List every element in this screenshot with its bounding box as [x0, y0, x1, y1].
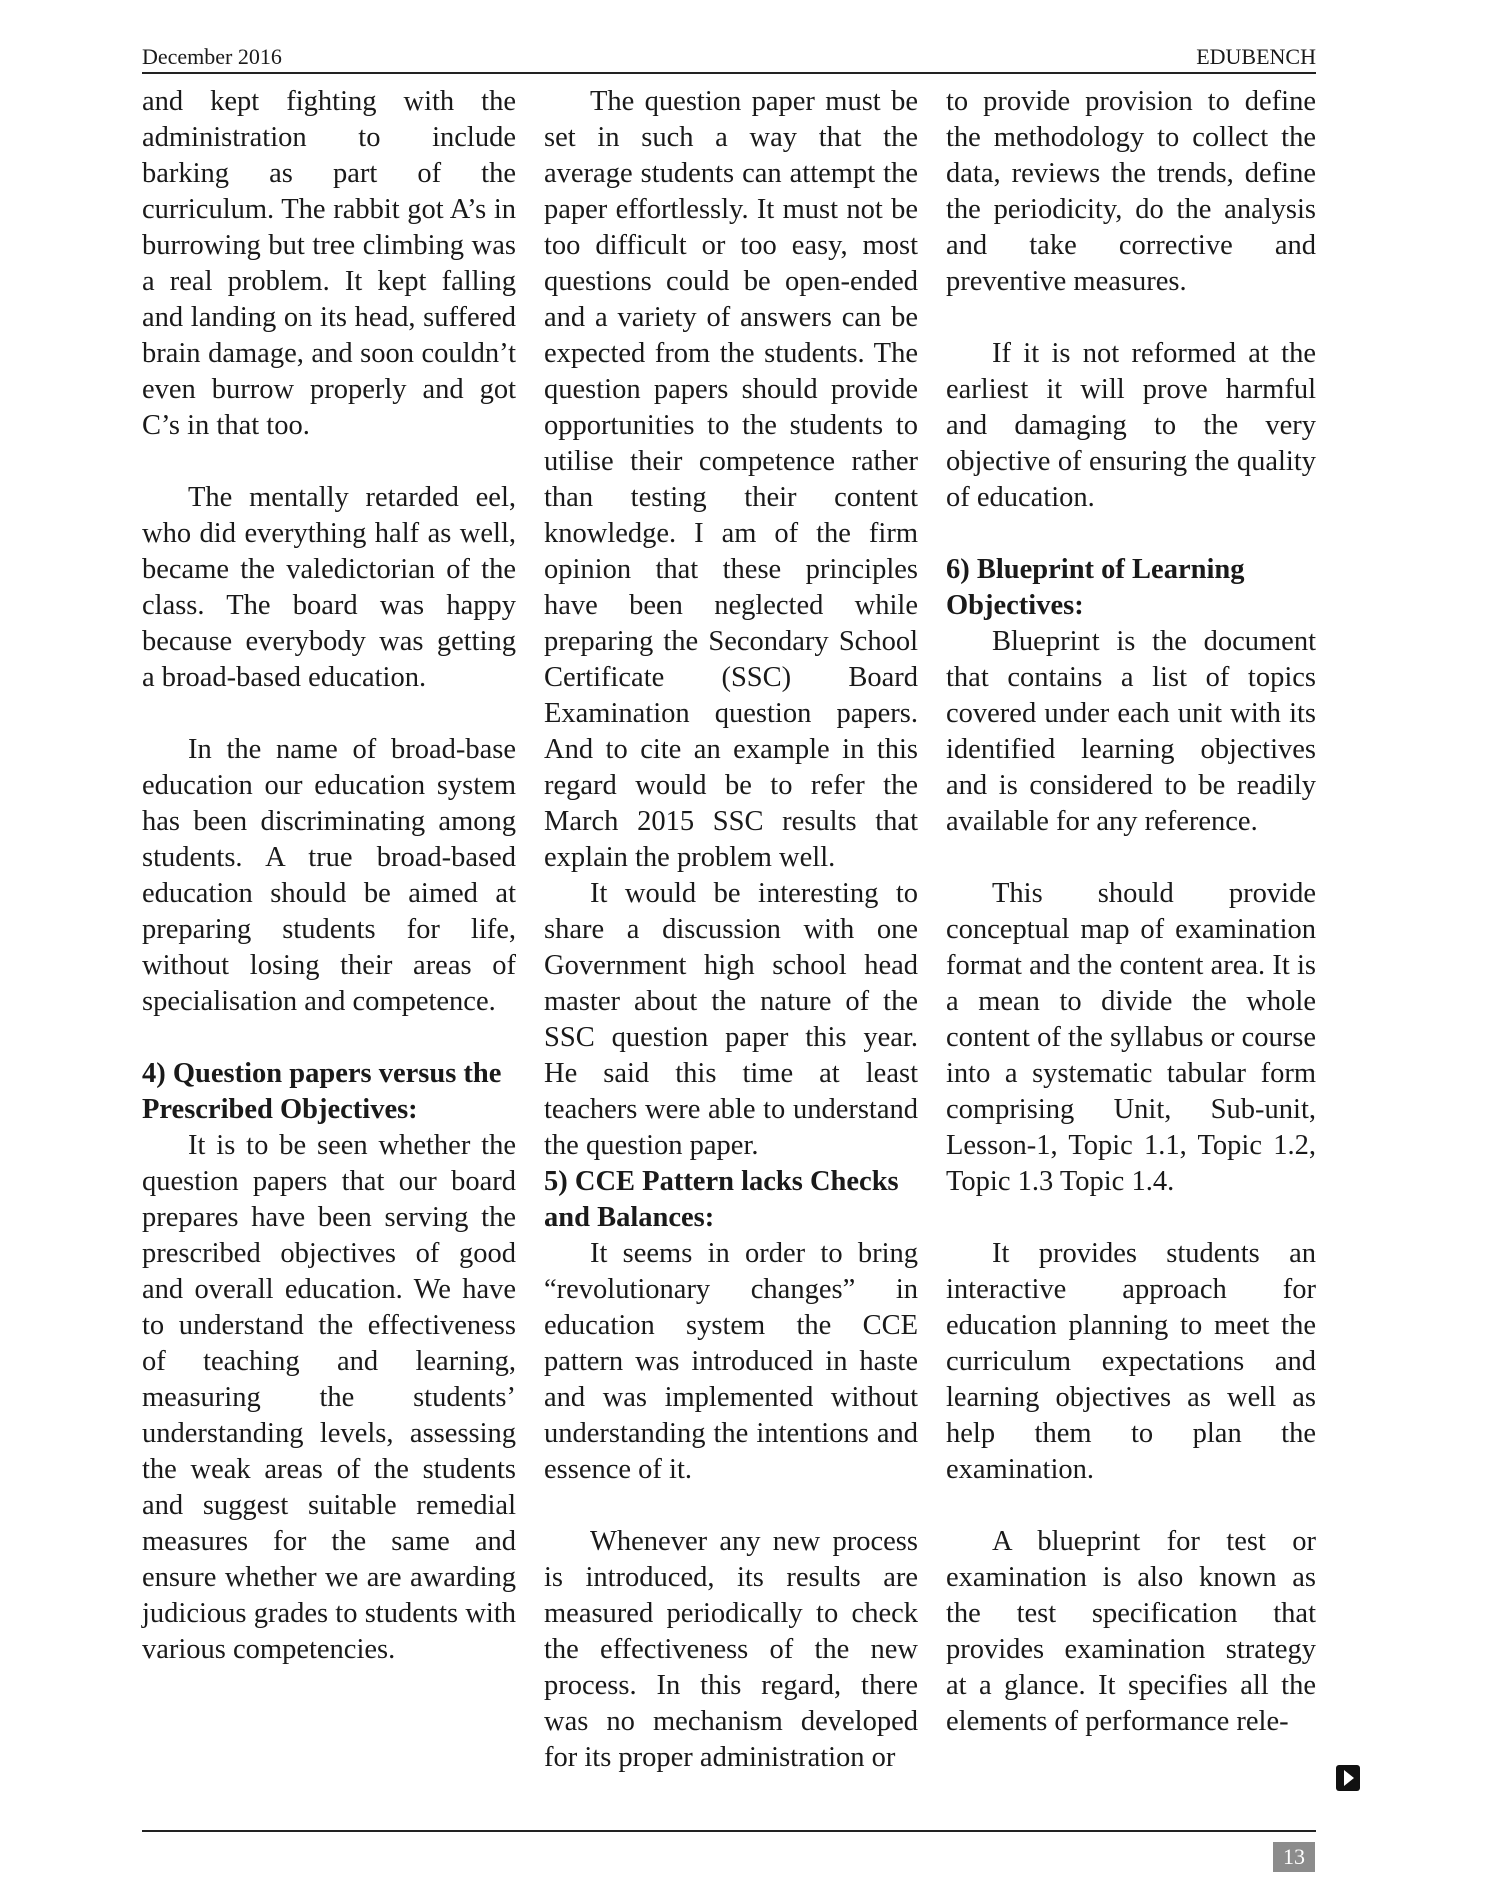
article-body: [142, 84, 1316, 1773]
section-heading-5: 5) CCE Pattern lacks Checks and Balances:: [544, 1166, 899, 1233]
next-page-arrow-icon[interactable]: [1336, 1765, 1360, 1791]
column-1: [142, 84, 516, 1668]
paragraph: If it is not reformed at the earliest it will prove harmful and damaging to the very objective of ensuring the quality of education.: [946, 338, 1316, 513]
footer-divider: [142, 1830, 1316, 1832]
paragraph: In the name of broad-base education our education system has been discriminating among students. A true broad-based education should be aimed at preparing students for life, without losing their areas of specialisation and competence.: [142, 734, 516, 1017]
paragraph: It provides students an interactive approach for education planning to meet the curriculum expectations and learning objectives as well as help them to plan the examination.: [946, 1238, 1316, 1485]
paragraph: Whenever any new process is introduced, its results are measured periodically to check the effectiveness of the new process. In this regard, there was no mechanism developed for its proper administration or: [544, 1526, 918, 1773]
paragraph: It is to be seen whether the question papers that our board prepares have been serving the prescribed objectives of good and overall education. We have to understand the effectiveness of teaching and learning, measuring the students’ understanding levels, assessing the weak areas of the students and suggest suitable remedial measures for the same and ensure whether we are awarding judicious grades to students with various competencies.: [142, 1130, 516, 1665]
page-number: 13: [1273, 1842, 1315, 1872]
paragraph: and kept fighting with the administration to include barking as part of the curriculum. The rabbit got A’s in burrowing but tree climbing was a real problem. It kept falling and landing on its head, suffered brain damage, and soon couldn’t even burrow properly and got C’s in that too.: [142, 86, 516, 441]
publication-name: EDUBENCH: [1196, 44, 1316, 69]
page-header: [142, 40, 1316, 74]
section-heading-4: 4) Question papers versus the Prescribed Objectives:: [142, 1058, 502, 1125]
paragraph: It seems in order to bring “revolutionary changes” in education system the CCE pattern was introduced in haste and was implemented without understanding the intentions and essence of it.: [544, 1238, 918, 1485]
paragraph: A blueprint for test or examination is also known as the test specification that provides examination strategy at a glance. It specifies all the elements of performance rele-: [946, 1526, 1316, 1737]
column-3: [946, 84, 1316, 1740]
paragraph: The question paper must be set in such a way that the average students can attempt the paper effortlessly. It must not be too difficult or too easy, most questions could be open-ended and a variety of answers can be expected from the students. The question papers should provide opportunities to the students to utilise their competence rather than testing their content knowledge. I am of the firm opinion that these principles have been neglected while preparing the Secondary School Certificate (SSC) Board Examination question papers. And to cite an example in this regard would be to refer the March 2015 SSC results that explain the problem well.: [544, 86, 918, 873]
issue-date: December 2016: [142, 44, 282, 69]
paragraph: It would be interesting to share a discussion with one Government high school head master about the nature of the SSC question paper this year. He said this time at least teachers were able to understand the question paper.: [544, 878, 918, 1161]
paragraph: This should provide conceptual map of examination format and the content area. It is a mean to divide the whole content of the syllabus or course into a systematic tabular form comprising Unit, Sub-unit, Lesson-1, Topic 1.1, Topic 1.2, Topic 1.3 Topic 1.4.: [946, 878, 1316, 1197]
paragraph: Blueprint is the document that contains a list of topics covered under each unit with its identified learning objectives and is considered to be readily available for any reference.: [946, 626, 1316, 837]
paragraph: The mentally retarded eel, who did everything half as well, became the valedictorian of the class. The board was happy because everybody was getting a broad-based education.: [142, 482, 516, 693]
section-heading-6: 6) Blueprint of Learning Objectives:: [946, 554, 1245, 621]
column-2: [544, 84, 918, 1776]
paragraph: to provide provision to define the methodology to collect the data, reviews the trends, define the periodicity, do the analysis and take corrective and preventive measures.: [946, 86, 1316, 297]
